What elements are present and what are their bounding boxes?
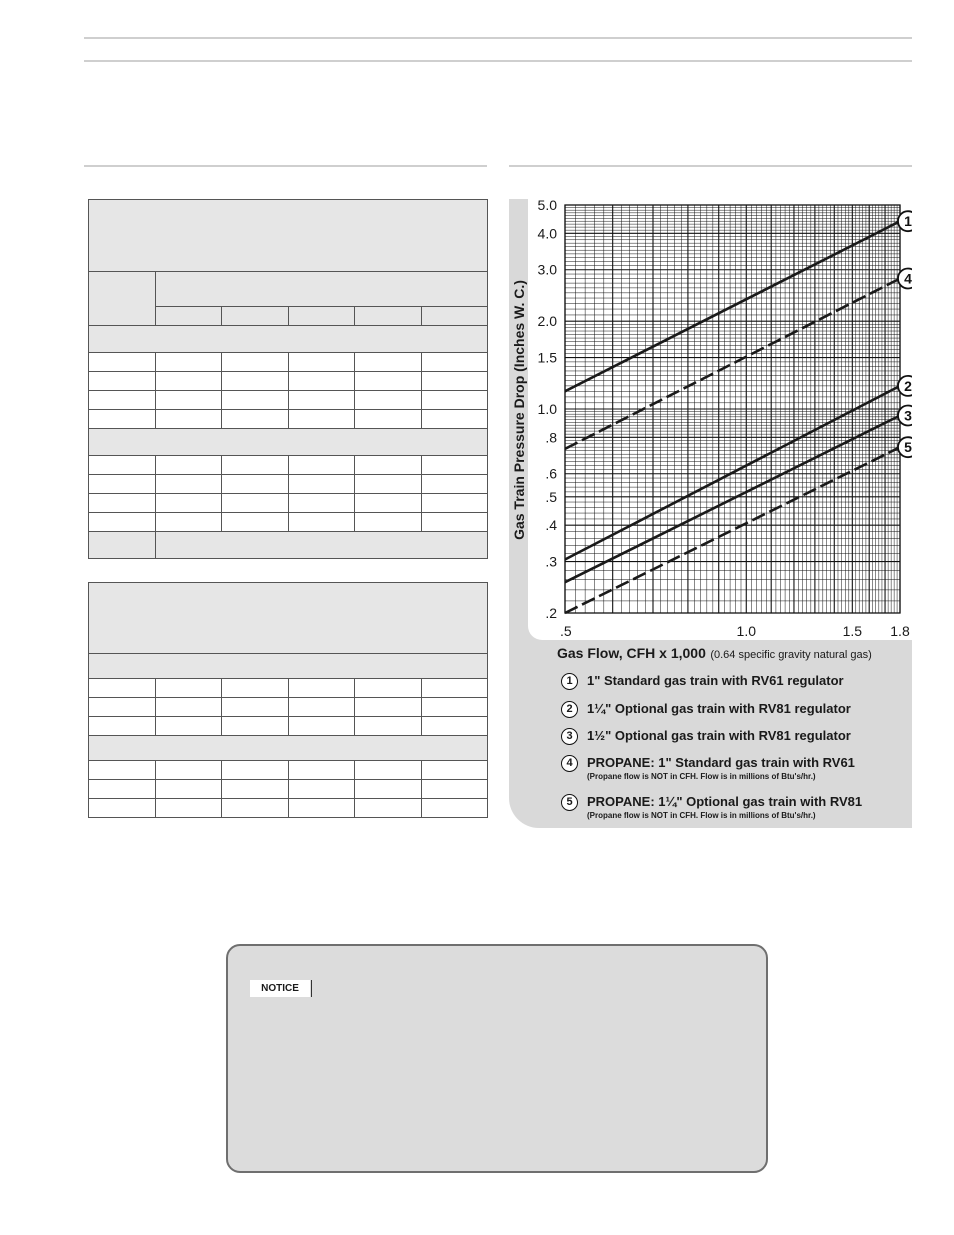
legend-marker-1: 1 (561, 673, 578, 690)
x-tick-label: .5 (560, 623, 572, 639)
table-row (89, 679, 488, 698)
y-tick-label: 1.0 (537, 401, 557, 417)
legend-item-2 (561, 701, 851, 718)
legend-marker-5: 5 (561, 794, 578, 811)
table-row (89, 513, 488, 532)
header-rule-bottom (84, 60, 912, 62)
table-header-row (89, 200, 488, 272)
y-tick-label: .4 (545, 517, 557, 534)
legend-text-4: PROPANE: 1" Standard gas train with RV61 (587, 755, 855, 770)
y-tick-label: .5 (545, 488, 557, 505)
x-tick-label: 1.0 (736, 623, 757, 639)
legend-item-3 (561, 728, 851, 745)
table-header-row (89, 583, 488, 654)
table-row (89, 353, 488, 372)
series-marker-label-5: 5 (904, 439, 912, 456)
legend-text-2: 1¼" Optional gas train with RV81 regulator (587, 701, 851, 716)
legend-marker-2: 2 (561, 701, 578, 718)
legend-item-1 (561, 673, 844, 690)
data-table-upper (88, 199, 488, 559)
y-axis-label: Gas Train Pressure Drop (Inches W. C.) (511, 280, 527, 540)
table-row (89, 410, 488, 429)
table-row (89, 780, 488, 799)
notice-tag: NOTICE (250, 980, 310, 997)
table-section-row (89, 654, 488, 679)
table-row (89, 698, 488, 717)
series-marker-label-1: 1 (904, 213, 912, 230)
table-row (89, 372, 488, 391)
legend-text-1: 1" Standard gas train with RV61 regulator (587, 673, 844, 688)
table-row (89, 761, 488, 780)
x-axis-label: Gas Flow, CFH x 1,000 (557, 645, 706, 661)
header-rule-top (84, 37, 912, 39)
y-tick-label: 4.0 (537, 225, 557, 242)
y-tick-label: .3 (545, 553, 557, 570)
series-line-4 (565, 278, 900, 448)
table-row (89, 456, 488, 475)
y-tick-label: 2.0 (537, 313, 557, 330)
y-tick-label: .6 (545, 465, 557, 482)
left-section-rule (84, 165, 487, 167)
table-header-row (89, 272, 488, 307)
table-row (89, 391, 488, 410)
legend-note-4: (Propane flow is NOT in CFH. Flow is in millions of Btu's/hr.) (587, 772, 816, 781)
notice-box (226, 944, 768, 1173)
y-tick-label: .8 (545, 429, 557, 446)
table-row (89, 717, 488, 736)
table-section-row (89, 326, 488, 353)
y-tick-label: 5.0 (537, 199, 557, 213)
x-tick-label: 1.5 (842, 623, 863, 639)
legend-marker-4: 4 (561, 755, 578, 772)
table-footer-row (89, 532, 488, 559)
x-axis-note: (0.64 specific gravity natural gas) (710, 649, 872, 661)
legend-item-4 (561, 755, 855, 782)
legend-note-5: (Propane flow is NOT in CFH. Flow is in millions of Btu's/hr.) (587, 811, 816, 820)
x-axis-title (557, 645, 872, 663)
table-row (89, 475, 488, 494)
table-section-row (89, 736, 488, 761)
y-tick-label: .2 (545, 605, 557, 621)
x-tick-label: 1.8 (890, 623, 910, 639)
legend-text-3: 1½" Optional gas train with RV81 regulator (587, 728, 851, 743)
table-row (89, 799, 488, 818)
right-section-rule (509, 165, 912, 167)
pressure-drop-chart (509, 199, 912, 669)
y-tick-label: 3.0 (537, 261, 557, 278)
table-row (89, 494, 488, 513)
y-tick-label: 1.5 (537, 349, 557, 366)
series-marker-label-2: 2 (904, 377, 912, 394)
data-table-lower (88, 582, 488, 818)
legend-item-5 (561, 794, 862, 821)
series-marker-label-4: 4 (904, 270, 912, 287)
legend-marker-3: 3 (561, 728, 578, 745)
legend-text-5: PROPANE: 1¼" Optional gas train with RV81 (587, 794, 863, 809)
series-marker-label-3: 3 (904, 407, 912, 424)
table-section-row (89, 429, 488, 456)
notice-divider (311, 980, 312, 997)
